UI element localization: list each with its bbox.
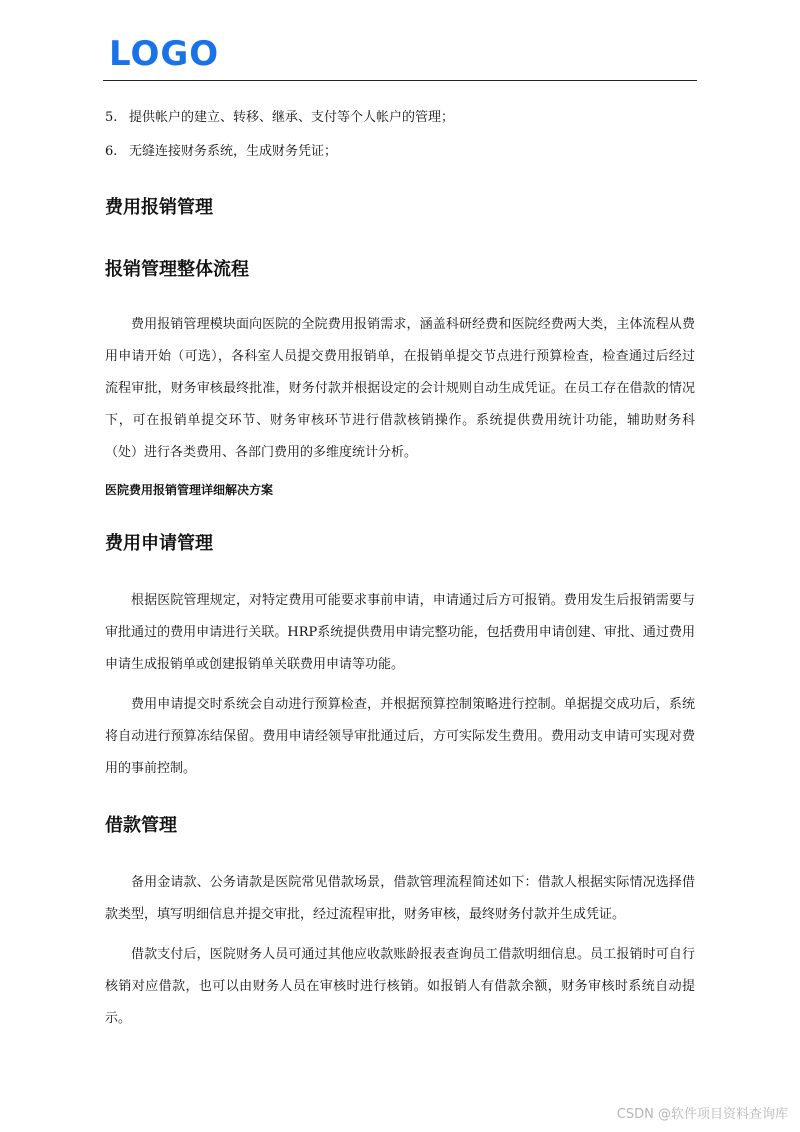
watermark: CSDN @软件项目资料查询库 bbox=[616, 1107, 788, 1122]
paragraph-expense-application-2: 费用申请提交时系统会自动进行预算检查，并根据预算控制策略进行控制。单据提交成功后，系统将自动进行预算冻结保留。费用申请经领导审批通过后，方可实际发生费用。费用动支申请可实现对费用的事前控制。 bbox=[105, 697, 695, 776]
list-text: 无缝连接财务系统，生成财务凭证； bbox=[129, 144, 338, 159]
document-body bbox=[105, 105, 695, 1035]
list-item bbox=[105, 105, 695, 131]
list-number: 6. bbox=[105, 144, 118, 159]
section-heading-loan-management: 借款管理 bbox=[105, 815, 177, 836]
paragraph-overall-process: 费用报销管理模块面向医院的全院费用报销需求，涵盖科研经费和医院经费两大类，主体流程从费用申请开始（可选），各科室人员提交费用报销单，在报销单提交节点进行预算检查，检查通过后经过流程审批，财务审核最终批准，财务付款并根据设定的会计规则自动生成凭证。在员工存在借款的情况下，可在报销单提交环节、财务审核环节进行借款核销操作。系统提供费用统计功能，辅助财务科（处）进行各类费用、各部门费用的多维度统计分析。 bbox=[105, 317, 695, 460]
section-heading-expense-reimbursement: 费用报销管理 bbox=[105, 197, 213, 218]
paragraph-expense-application-1: 根据医院管理规定，对特定费用可能要求事前申请，申请通过后方可报销。费用发生后报销需要与审批通过的费用申请进行关联。HRP系统提供费用申请完整功能，包括费用申请创建、审批、通过费用申请生成报销单或创建报销单关联费用申请等功能。 bbox=[105, 593, 695, 672]
page-header bbox=[103, 30, 697, 81]
paragraph-loan-management-1: 备用金请款、公务请款是医院常见借款场景，借款管理流程简述如下：借款人根据实际情况选择借款类型，填写明细信息并提交审批，经过流程审批，财务审核，最终财务付款并生成凭证。 bbox=[105, 875, 695, 922]
logo: LOGO bbox=[109, 34, 220, 74]
list-number: 5. bbox=[105, 110, 118, 125]
list-item bbox=[105, 139, 695, 165]
section-heading-expense-application: 费用申请管理 bbox=[105, 533, 213, 554]
list-text: 提供帐户的建立、转移、继承、支付等个人帐户的管理； bbox=[129, 110, 455, 125]
section-heading-overall-process: 报销管理整体流程 bbox=[105, 259, 249, 280]
subheading-detailed-solution: 医院费用报销管理详细解决方案 bbox=[105, 483, 274, 497]
paragraph-loan-management-2: 借款支付后，医院财务人员可通过其他应收款账龄报表查询员工借款明细信息。员工报销时可自行核销对应借款，也可以由财务人员在审核时进行核销。如报销人有借款余额，财务审核时系统自动提示。 bbox=[105, 947, 695, 1026]
